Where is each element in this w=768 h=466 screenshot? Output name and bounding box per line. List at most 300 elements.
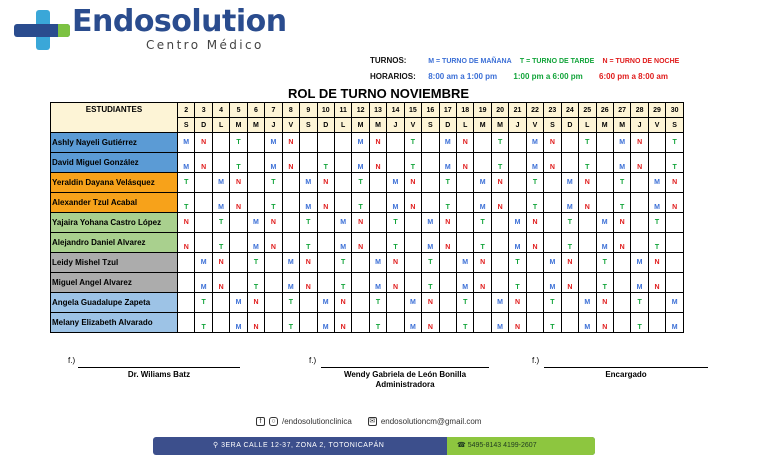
- shift-cell: M: [195, 273, 212, 293]
- shift-cell: T: [631, 313, 648, 333]
- shift-cell: [230, 213, 247, 233]
- weekday-header: S: [178, 118, 195, 133]
- day-number-header: 7: [265, 103, 282, 118]
- shift-cell: N: [334, 313, 351, 333]
- shift-cell: [666, 253, 684, 273]
- shift-cell: [334, 173, 351, 193]
- shift-cell: [265, 293, 282, 313]
- shift-cell: [491, 253, 508, 273]
- day-number-header: 9: [300, 103, 317, 118]
- shift-cell: [387, 313, 404, 333]
- signature-name: Encargado: [605, 370, 647, 379]
- shift-cell: N: [613, 213, 630, 233]
- day-number-header: 5: [230, 103, 247, 118]
- shift-cell: [282, 233, 299, 253]
- day-number-header: 23: [544, 103, 561, 118]
- weekday-header: L: [579, 118, 596, 133]
- weekday-header: V: [648, 118, 665, 133]
- shift-cell: N: [474, 273, 491, 293]
- shift-cell: [579, 273, 596, 293]
- shift-cell: M: [491, 313, 508, 333]
- shift-cell: M: [195, 253, 212, 273]
- shift-cell: N: [509, 293, 526, 313]
- shift-cell: T: [491, 153, 508, 173]
- weekday-header: D: [561, 118, 578, 133]
- day-number-header: 14: [387, 103, 404, 118]
- shift-cell: [509, 173, 526, 193]
- shift-cell: [230, 253, 247, 273]
- student-name: Miguel Angel Alvarez: [51, 273, 178, 293]
- day-number-header: 6: [247, 103, 264, 118]
- shift-cell: [422, 153, 439, 173]
- day-number-header: 30: [666, 103, 684, 118]
- shift-cell: N: [439, 233, 456, 253]
- shift-cell: N: [544, 153, 561, 173]
- shift-cell: M: [439, 153, 456, 173]
- day-number-header: 17: [439, 103, 456, 118]
- shift-cell: [596, 153, 613, 173]
- email-address: endosolutioncm@gmail.com: [380, 417, 482, 426]
- signature-block-2: [309, 356, 489, 396]
- horario-manana: 8:00 am a 1:00 pm: [428, 72, 498, 81]
- shift-cell: M: [613, 133, 630, 153]
- shift-cell: N: [230, 173, 247, 193]
- shift-cell: [544, 213, 561, 233]
- shift-cell: [352, 273, 369, 293]
- shift-cell: M: [596, 233, 613, 253]
- shift-cell: M: [648, 193, 665, 213]
- shift-cell: [178, 313, 195, 333]
- shift-legend: [370, 54, 685, 86]
- shift-cell: M: [300, 173, 317, 193]
- student-row: [51, 233, 684, 253]
- shift-cell: M: [631, 273, 648, 293]
- weekday-header: J: [509, 118, 526, 133]
- shift-cell: N: [317, 173, 334, 193]
- horarios-label: HORARIOS:: [370, 72, 416, 81]
- weekday-header: L: [212, 118, 229, 133]
- clinic-logo: [14, 4, 314, 56]
- students-header: ESTUDIANTES: [51, 103, 178, 133]
- shift-cell: N: [387, 253, 404, 273]
- weekday-header: M: [247, 118, 264, 133]
- shift-cell: N: [631, 133, 648, 153]
- shift-cell: [247, 173, 264, 193]
- shift-cell: M: [300, 193, 317, 213]
- shift-cell: [317, 273, 334, 293]
- student-name: Leidy Mishel Tzul: [51, 253, 178, 273]
- shift-cell: T: [212, 233, 229, 253]
- shift-cell: [387, 133, 404, 153]
- student-row: [51, 133, 684, 153]
- shift-cell: T: [544, 293, 561, 313]
- shift-cell: N: [596, 293, 613, 313]
- shift-cell: [404, 213, 421, 233]
- address-text: [213, 441, 384, 449]
- shift-cell: N: [439, 213, 456, 233]
- shift-cell: [212, 153, 229, 173]
- weekday-header: M: [474, 118, 491, 133]
- shift-cell: T: [561, 233, 578, 253]
- student-name: Alexander Tzul Acabal: [51, 193, 178, 213]
- shift-cell: [631, 213, 648, 233]
- shift-cell: M: [457, 273, 474, 293]
- shift-cell: N: [579, 193, 596, 213]
- shift-cell: T: [457, 313, 474, 333]
- student-row: [51, 273, 684, 293]
- shift-cell: [317, 233, 334, 253]
- shift-cell: T: [178, 193, 195, 213]
- shift-cell: [352, 293, 369, 313]
- shift-cell: M: [247, 233, 264, 253]
- shift-cell: M: [404, 293, 421, 313]
- horario-noche: 6:00 pm a 8:00 am: [599, 72, 668, 81]
- shift-cell: [422, 133, 439, 153]
- shift-cell: [579, 253, 596, 273]
- shift-cell: T: [474, 233, 491, 253]
- student-name: Yajaira Yohana Castro López: [51, 213, 178, 233]
- shift-cell: [334, 153, 351, 173]
- shift-cell: N: [561, 273, 578, 293]
- shift-cell: [491, 233, 508, 253]
- shift-cell: M: [387, 173, 404, 193]
- shift-cell: T: [195, 313, 212, 333]
- shift-cell: T: [439, 193, 456, 213]
- shift-cell: [439, 293, 456, 313]
- shift-cell: T: [596, 253, 613, 273]
- shift-cell: T: [317, 153, 334, 173]
- day-number-header: 3: [195, 103, 212, 118]
- shift-cell: M: [596, 213, 613, 233]
- shift-cell: M: [247, 213, 264, 233]
- turno-tarde: T = TURNO DE TARDE: [519, 58, 595, 65]
- shift-cell: N: [265, 233, 282, 253]
- shift-cell: [474, 313, 491, 333]
- signature-name: Dr. Wiliams Batz: [127, 370, 191, 379]
- weekday-header: J: [265, 118, 282, 133]
- day-number-header: 16: [422, 103, 439, 118]
- shift-cell: [648, 293, 665, 313]
- shift-cell: [387, 153, 404, 173]
- shift-cell: T: [526, 193, 543, 213]
- signature-prefix: f.): [532, 356, 540, 365]
- shift-cell: N: [178, 213, 195, 233]
- footer-phone-panel: [447, 437, 595, 455]
- shift-cell: [457, 173, 474, 193]
- shift-cell: T: [300, 213, 317, 233]
- shift-cell: N: [457, 133, 474, 153]
- shift-cell: [265, 313, 282, 333]
- shift-cell: [596, 193, 613, 213]
- shift-cell: [300, 153, 317, 173]
- shift-cell: [300, 313, 317, 333]
- page-title: ROL DE TURNO NOVIEMBRE: [288, 86, 470, 101]
- signature-line: [321, 367, 489, 368]
- footer-contacts: [256, 417, 481, 426]
- shift-cell: N: [300, 273, 317, 293]
- weekday-header: S: [422, 118, 439, 133]
- shift-cell: M: [666, 293, 684, 313]
- shift-cell: M: [613, 153, 630, 173]
- shift-cell: M: [631, 253, 648, 273]
- day-number-header: 19: [474, 103, 491, 118]
- shift-cell: [474, 153, 491, 173]
- shift-cell: N: [369, 133, 386, 153]
- day-number-header: 29: [648, 103, 665, 118]
- weekday-header: D: [195, 118, 212, 133]
- shift-cell: T: [648, 213, 665, 233]
- shift-cell: N: [300, 253, 317, 273]
- shift-cell: T: [387, 213, 404, 233]
- student-row: [51, 153, 684, 173]
- shift-cell: M: [265, 133, 282, 153]
- shift-cell: T: [195, 293, 212, 313]
- shift-cell: N: [579, 173, 596, 193]
- shift-cell: M: [509, 213, 526, 233]
- shift-cell: T: [596, 273, 613, 293]
- student-name: Yeraldin Dayana Velásquez: [51, 173, 178, 193]
- shift-cell: N: [404, 173, 421, 193]
- shift-cell: [439, 253, 456, 273]
- shift-cell: T: [230, 153, 247, 173]
- shift-cell: M: [369, 273, 386, 293]
- shift-cell: M: [282, 273, 299, 293]
- shift-cell: [613, 313, 630, 333]
- shift-cell: T: [561, 213, 578, 233]
- shift-cell: T: [247, 273, 264, 293]
- day-number-header: 26: [596, 103, 613, 118]
- footer-bar: [153, 437, 595, 455]
- shift-cell: N: [474, 253, 491, 273]
- shift-cell: [212, 313, 229, 333]
- shift-cell: M: [282, 253, 299, 273]
- shift-cell: T: [509, 273, 526, 293]
- day-number-header: 28: [631, 103, 648, 118]
- shift-cell: T: [212, 213, 229, 233]
- shift-cell: M: [526, 153, 543, 173]
- shift-cell: M: [579, 313, 596, 333]
- shift-cell: [526, 253, 543, 273]
- day-number-header: 12: [352, 103, 369, 118]
- signature-name-text: Wendy Gabriela de León Bonilla: [343, 370, 467, 379]
- day-number-header: 18: [457, 103, 474, 118]
- shift-cell: [544, 233, 561, 253]
- weekday-header: M: [491, 118, 508, 133]
- shift-cell: M: [509, 233, 526, 253]
- shift-cell: M: [212, 193, 229, 213]
- shift-cell: [369, 173, 386, 193]
- shift-cell: T: [334, 273, 351, 293]
- student-name: Angela Guadalupe Zapeta: [51, 293, 178, 313]
- shift-cell: [457, 213, 474, 233]
- shift-cell: M: [212, 173, 229, 193]
- student-row: [51, 293, 684, 313]
- shift-cell: [613, 273, 630, 293]
- shift-cell: [230, 273, 247, 293]
- shift-cell: [404, 273, 421, 293]
- shift-cell: T: [474, 213, 491, 233]
- email-icon: ✉: [369, 418, 376, 425]
- shift-cell: [317, 213, 334, 233]
- shift-cell: T: [631, 293, 648, 313]
- shift-cell: T: [579, 153, 596, 173]
- turno-noche: N = TURNO DE NOCHE: [602, 58, 680, 65]
- days-header-row: [51, 103, 684, 118]
- shift-cell: [300, 293, 317, 313]
- shift-cell: M: [317, 293, 334, 313]
- day-number-header: 8: [282, 103, 299, 118]
- signature-role: Administradora: [375, 380, 435, 389]
- weekday-header: S: [666, 118, 684, 133]
- weekday-header: D: [439, 118, 456, 133]
- shift-cell: M: [178, 133, 195, 153]
- turnos-label: TURNOS:: [370, 56, 407, 65]
- shift-cell: [613, 293, 630, 313]
- shift-cell: M: [265, 153, 282, 173]
- shift-cell: T: [509, 253, 526, 273]
- shift-cell: N: [282, 133, 299, 153]
- shift-cell: T: [178, 173, 195, 193]
- day-number-header: 27: [613, 103, 630, 118]
- shift-cell: [247, 133, 264, 153]
- signature-line: [544, 367, 708, 368]
- shift-cell: [491, 213, 508, 233]
- shift-cell: T: [613, 173, 630, 193]
- shift-cell: N: [352, 213, 369, 233]
- shift-cell: [178, 293, 195, 313]
- shift-cell: T: [404, 133, 421, 153]
- weekday-header: M: [613, 118, 630, 133]
- shift-cell: N: [596, 313, 613, 333]
- shift-cell: [509, 133, 526, 153]
- shift-cell: T: [230, 133, 247, 153]
- day-number-header: 20: [491, 103, 508, 118]
- shift-cell: [666, 213, 684, 233]
- shift-cell: M: [544, 273, 561, 293]
- shift-cell: T: [422, 273, 439, 293]
- shift-cell: [247, 193, 264, 213]
- shift-cell: N: [247, 293, 264, 313]
- shift-cell: [352, 313, 369, 333]
- address-value: 3ERA CALLE 12-37, ZONA 2, TOTONICAPÁN: [221, 442, 385, 449]
- shift-schedule-table: [50, 102, 684, 333]
- day-number-header: 24: [561, 103, 578, 118]
- shift-cell: T: [579, 133, 596, 153]
- day-number-header: 11: [334, 103, 351, 118]
- shift-cell: N: [666, 173, 684, 193]
- shift-cell: M: [352, 153, 369, 173]
- student-name: Alejandro Daniel Alvarez: [51, 233, 178, 253]
- horarios-row: [370, 70, 685, 86]
- shift-cell: [561, 313, 578, 333]
- facebook-icon: f: [256, 417, 265, 426]
- shift-cell: N: [352, 233, 369, 253]
- shift-cell: T: [439, 173, 456, 193]
- shift-cell: M: [334, 213, 351, 233]
- shift-cell: [526, 313, 543, 333]
- shift-cell: M: [648, 173, 665, 193]
- shift-cell: N: [544, 133, 561, 153]
- shift-cell: M: [230, 313, 247, 333]
- signature-name: [321, 370, 489, 390]
- shift-cell: [282, 213, 299, 233]
- shift-cell: N: [561, 253, 578, 273]
- shift-cell: [212, 293, 229, 313]
- shift-cell: N: [282, 153, 299, 173]
- shift-cell: N: [387, 273, 404, 293]
- signature-line: [78, 367, 240, 368]
- shift-cell: [195, 213, 212, 233]
- shift-cell: T: [613, 193, 630, 213]
- shift-cell: N: [648, 273, 665, 293]
- shift-cell: [474, 293, 491, 313]
- shift-cell: [491, 273, 508, 293]
- shift-cell: N: [212, 253, 229, 273]
- shift-cell: T: [666, 133, 684, 153]
- shift-cell: N: [648, 253, 665, 273]
- shift-cell: [300, 133, 317, 153]
- signature-block-3: [532, 356, 708, 386]
- shift-cell: M: [526, 133, 543, 153]
- shift-cell: [631, 193, 648, 213]
- signature-prefix: f.): [309, 356, 317, 365]
- shift-cell: [265, 253, 282, 273]
- shift-cell: N: [457, 153, 474, 173]
- weekday-header: S: [300, 118, 317, 133]
- weekday-header: J: [387, 118, 404, 133]
- shift-cell: [596, 133, 613, 153]
- signature-block-1: [68, 356, 240, 386]
- shift-cell: M: [230, 293, 247, 313]
- shift-cell: [334, 193, 351, 213]
- student-name: Melany Elizabeth Alvarado: [51, 313, 178, 333]
- shift-cell: N: [613, 233, 630, 253]
- weekday-header: L: [457, 118, 474, 133]
- shift-cell: N: [265, 213, 282, 233]
- social-handle: /endosolutionclinica: [282, 417, 352, 426]
- shift-cell: N: [666, 193, 684, 213]
- logo-subtitle: Centro Médico: [146, 38, 264, 52]
- shift-cell: T: [265, 173, 282, 193]
- shift-cell: [561, 133, 578, 153]
- day-number-header: 25: [579, 103, 596, 118]
- shift-cell: M: [474, 173, 491, 193]
- shift-cell: T: [300, 233, 317, 253]
- signature-prefix: f.): [68, 356, 76, 365]
- shift-cell: [195, 173, 212, 193]
- shift-cell: N: [247, 313, 264, 333]
- phone-text: [457, 441, 537, 449]
- shift-cell: M: [404, 313, 421, 333]
- shift-cell: [648, 153, 665, 173]
- student-row: [51, 313, 684, 333]
- shift-cell: M: [439, 133, 456, 153]
- medical-cross-icon: [14, 10, 70, 50]
- shift-cell: T: [387, 233, 404, 253]
- shift-cell: [579, 213, 596, 233]
- weekday-header: M: [230, 118, 247, 133]
- shift-cell: [404, 233, 421, 253]
- shift-cell: M: [178, 153, 195, 173]
- day-number-header: 15: [404, 103, 421, 118]
- shift-cell: [334, 133, 351, 153]
- shift-cell: T: [265, 193, 282, 213]
- shift-cell: N: [230, 193, 247, 213]
- logo-title: Endosolution: [72, 4, 287, 39]
- shift-cell: M: [422, 213, 439, 233]
- horario-tarde: 1:00 pm a 6:00 pm: [513, 72, 583, 81]
- shift-cell: N: [526, 213, 543, 233]
